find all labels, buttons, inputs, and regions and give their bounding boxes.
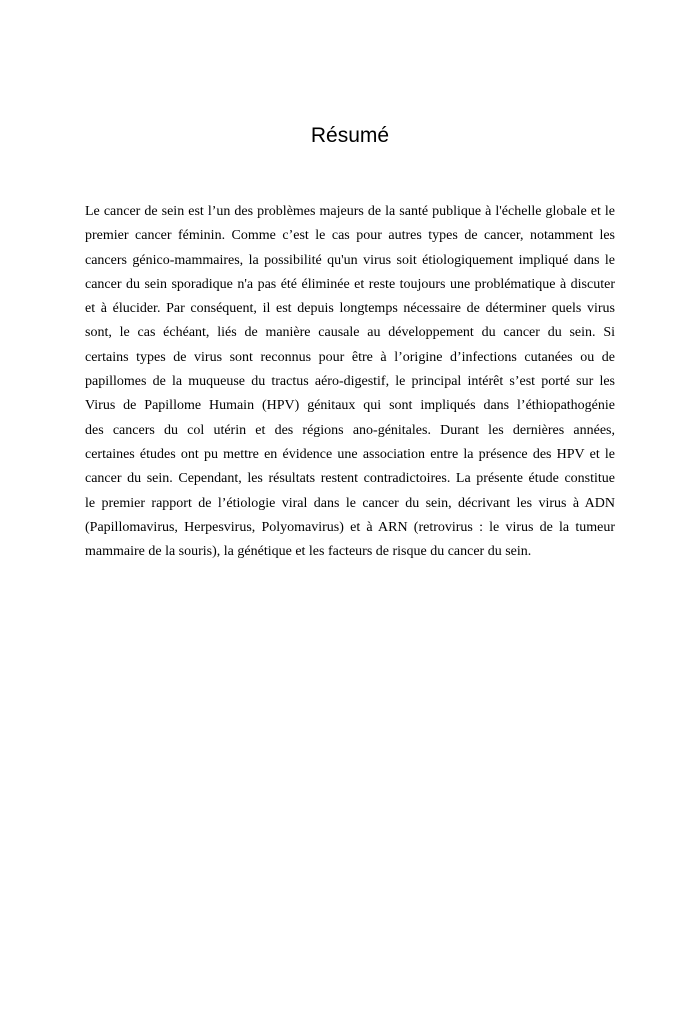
- paragraph-line: certaines études ont pu mettre en évidence une association entre la présence des HPV et le: [85, 446, 615, 462]
- paragraph-line: mammaire de la souris), la génétique et les facteurs de risque du cancer du sein.: [85, 544, 532, 560]
- paragraph-line: cancers génico-mammaires, la possibilité qu'un virus soit étiologiquement impliqué dans le: [85, 252, 615, 268]
- paragraph-line: cancer du sein. Cependant, les résultats restent contradictoires. La présente étude constitue: [85, 471, 615, 487]
- paragraph-line: sont, le cas échéant, liés de manière causale au développement du cancer du sein. Si: [85, 325, 615, 341]
- paragraph-line: des cancers du col utérin et des régions ano-génitales. Durant les dernières années,: [85, 422, 615, 438]
- paragraph-line: cancer du sein sporadique n'a pas été éliminée et reste toujours une problématique à discuter: [85, 276, 615, 292]
- paragraph-line: (Papillomavirus, Herpesvirus, Polyomavirus) et à ARN (retrovirus : le virus de la tumeur: [85, 519, 615, 535]
- paragraph-line: le premier rapport de l’étiologie viral dans le cancer du sein, décrivant les virus à ADN: [85, 495, 615, 511]
- paragraph-line: certains types de virus sont reconnus pour être à l’origine d’infections cutanées ou de: [85, 349, 615, 365]
- paragraph-line: Le cancer de sein est l’un des problèmes majeurs de la santé publique à l'échelle globale et le: [85, 204, 615, 219]
- paragraph-line: et à élucider. Par conséquent, il est depuis longtemps nécessaire de déterminer quels virus: [85, 301, 615, 317]
- paragraph-line: Virus de Papillome Humain (HPV) génitaux qui sont impliqués dans l’éthiopathogénie: [85, 398, 615, 414]
- paragraph-line: premier cancer féminin. Comme c’est le cas pour autres types de cancer, notamment les: [85, 228, 615, 244]
- abstract-paragraph: [85, 200, 615, 564]
- paragraph-line: papillomes de la muqueuse du tractus aéro-digestif, le principal intérêt s’est porté sur les: [85, 374, 615, 390]
- page-title: Résumé: [310, 124, 390, 147]
